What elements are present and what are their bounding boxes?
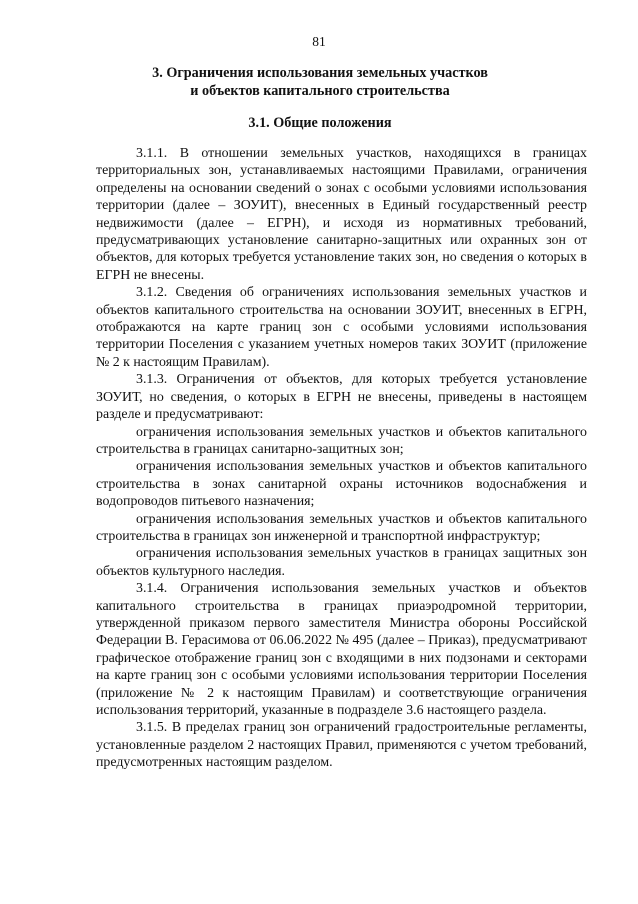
paragraph-3-1-3: 3.1.3. Ограничения от объектов, для которых требуется установление ЗОУИТ, но сведения, о которых в ЕГРН не внесены, приведены в настоящем разделе и предусматривают: xyxy=(96,372,587,423)
list-item-water-protection-zones: ограничения использования земельных участков и объектов капитального строительства в зонах санитарной охраны источников водоснабжения и водопроводов питьевого назначения; xyxy=(96,459,587,510)
list-item-heritage-zones: ограничения использования земельных участков в границах защитных зон объектов культурного наследия. xyxy=(96,546,587,579)
paragraph-3-1-1: 3.1.1. В отношении земельных участков, находящихся в границах территориальных зон, устанавливаемых настоящими Правилами, ограничения определены на основании сведений о зонах с особыми условиями использования территории (далее – ЗОУИТ), внесенных в Единый государственный реестр недвижимости (далее – ЕГРН), и исходя из нормативных требований, предусматривающих установление санитарно-защитных или охранных зон от объектов, для которых требуется установление таких зон, но сведения о которых в ЕГРН не внесены. xyxy=(96,146,587,283)
subsection-title: 3.1. Общие положения xyxy=(248,115,392,131)
body-text xyxy=(96,145,587,772)
list-item-infrastructure-zones: ограничения использования земельных участков и объектов капитального строительства в границах зон инженерной и транспортной инфраструктур; xyxy=(96,511,587,544)
section-title-line-1: 3. Ограничения использования земельных участков xyxy=(152,65,488,81)
list-item-sanitary-zones: ограничения использования земельных участков и объектов капитального строительства в границах санитарно-защитных зон; xyxy=(96,424,587,457)
paragraph-3-1-4: 3.1.4. Ограничения использования земельных участков и объектов капитального строительства в границах приаэродромной территории, утвержденной приказом первого заместителя Министра обороны Российской Федерации В. Герасимова от 06.06.2022 № 495 (далее – Приказ), предусматривают графическое отображение границ зон с входящими в них подзонами и секторами на карте границ зон с особыми условиями использования территории Поселения (приложение № 2 к настоящим Правилам) и соответствующие ограничения использования территорий, указанные в подразделе 3.6 настоящего раздела. xyxy=(96,581,587,718)
page-number: 81 xyxy=(312,34,326,49)
paragraph-3-1-5: 3.1.5. В пределах границ зон ограничений градостроительные регламенты, установленные разделом 2 настоящих Правил, применяются с учетом требований, предусмотренных настоящим разделом. xyxy=(96,720,587,771)
paragraph-3-1-2: 3.1.2. Сведения об ограничениях использования земельных участков и объектов капитального строительства на основании ЗОУИТ, внесенных в ЕГРН, отображаются на карте границ зон с особыми условиями использования территории Поселения с указанием учетных номеров таких ЗОУИТ (приложение № 2 к настоящим Правилам). xyxy=(96,285,587,370)
section-title xyxy=(100,64,540,100)
section-title-line-2: и объектов капитального строительства xyxy=(190,83,450,99)
